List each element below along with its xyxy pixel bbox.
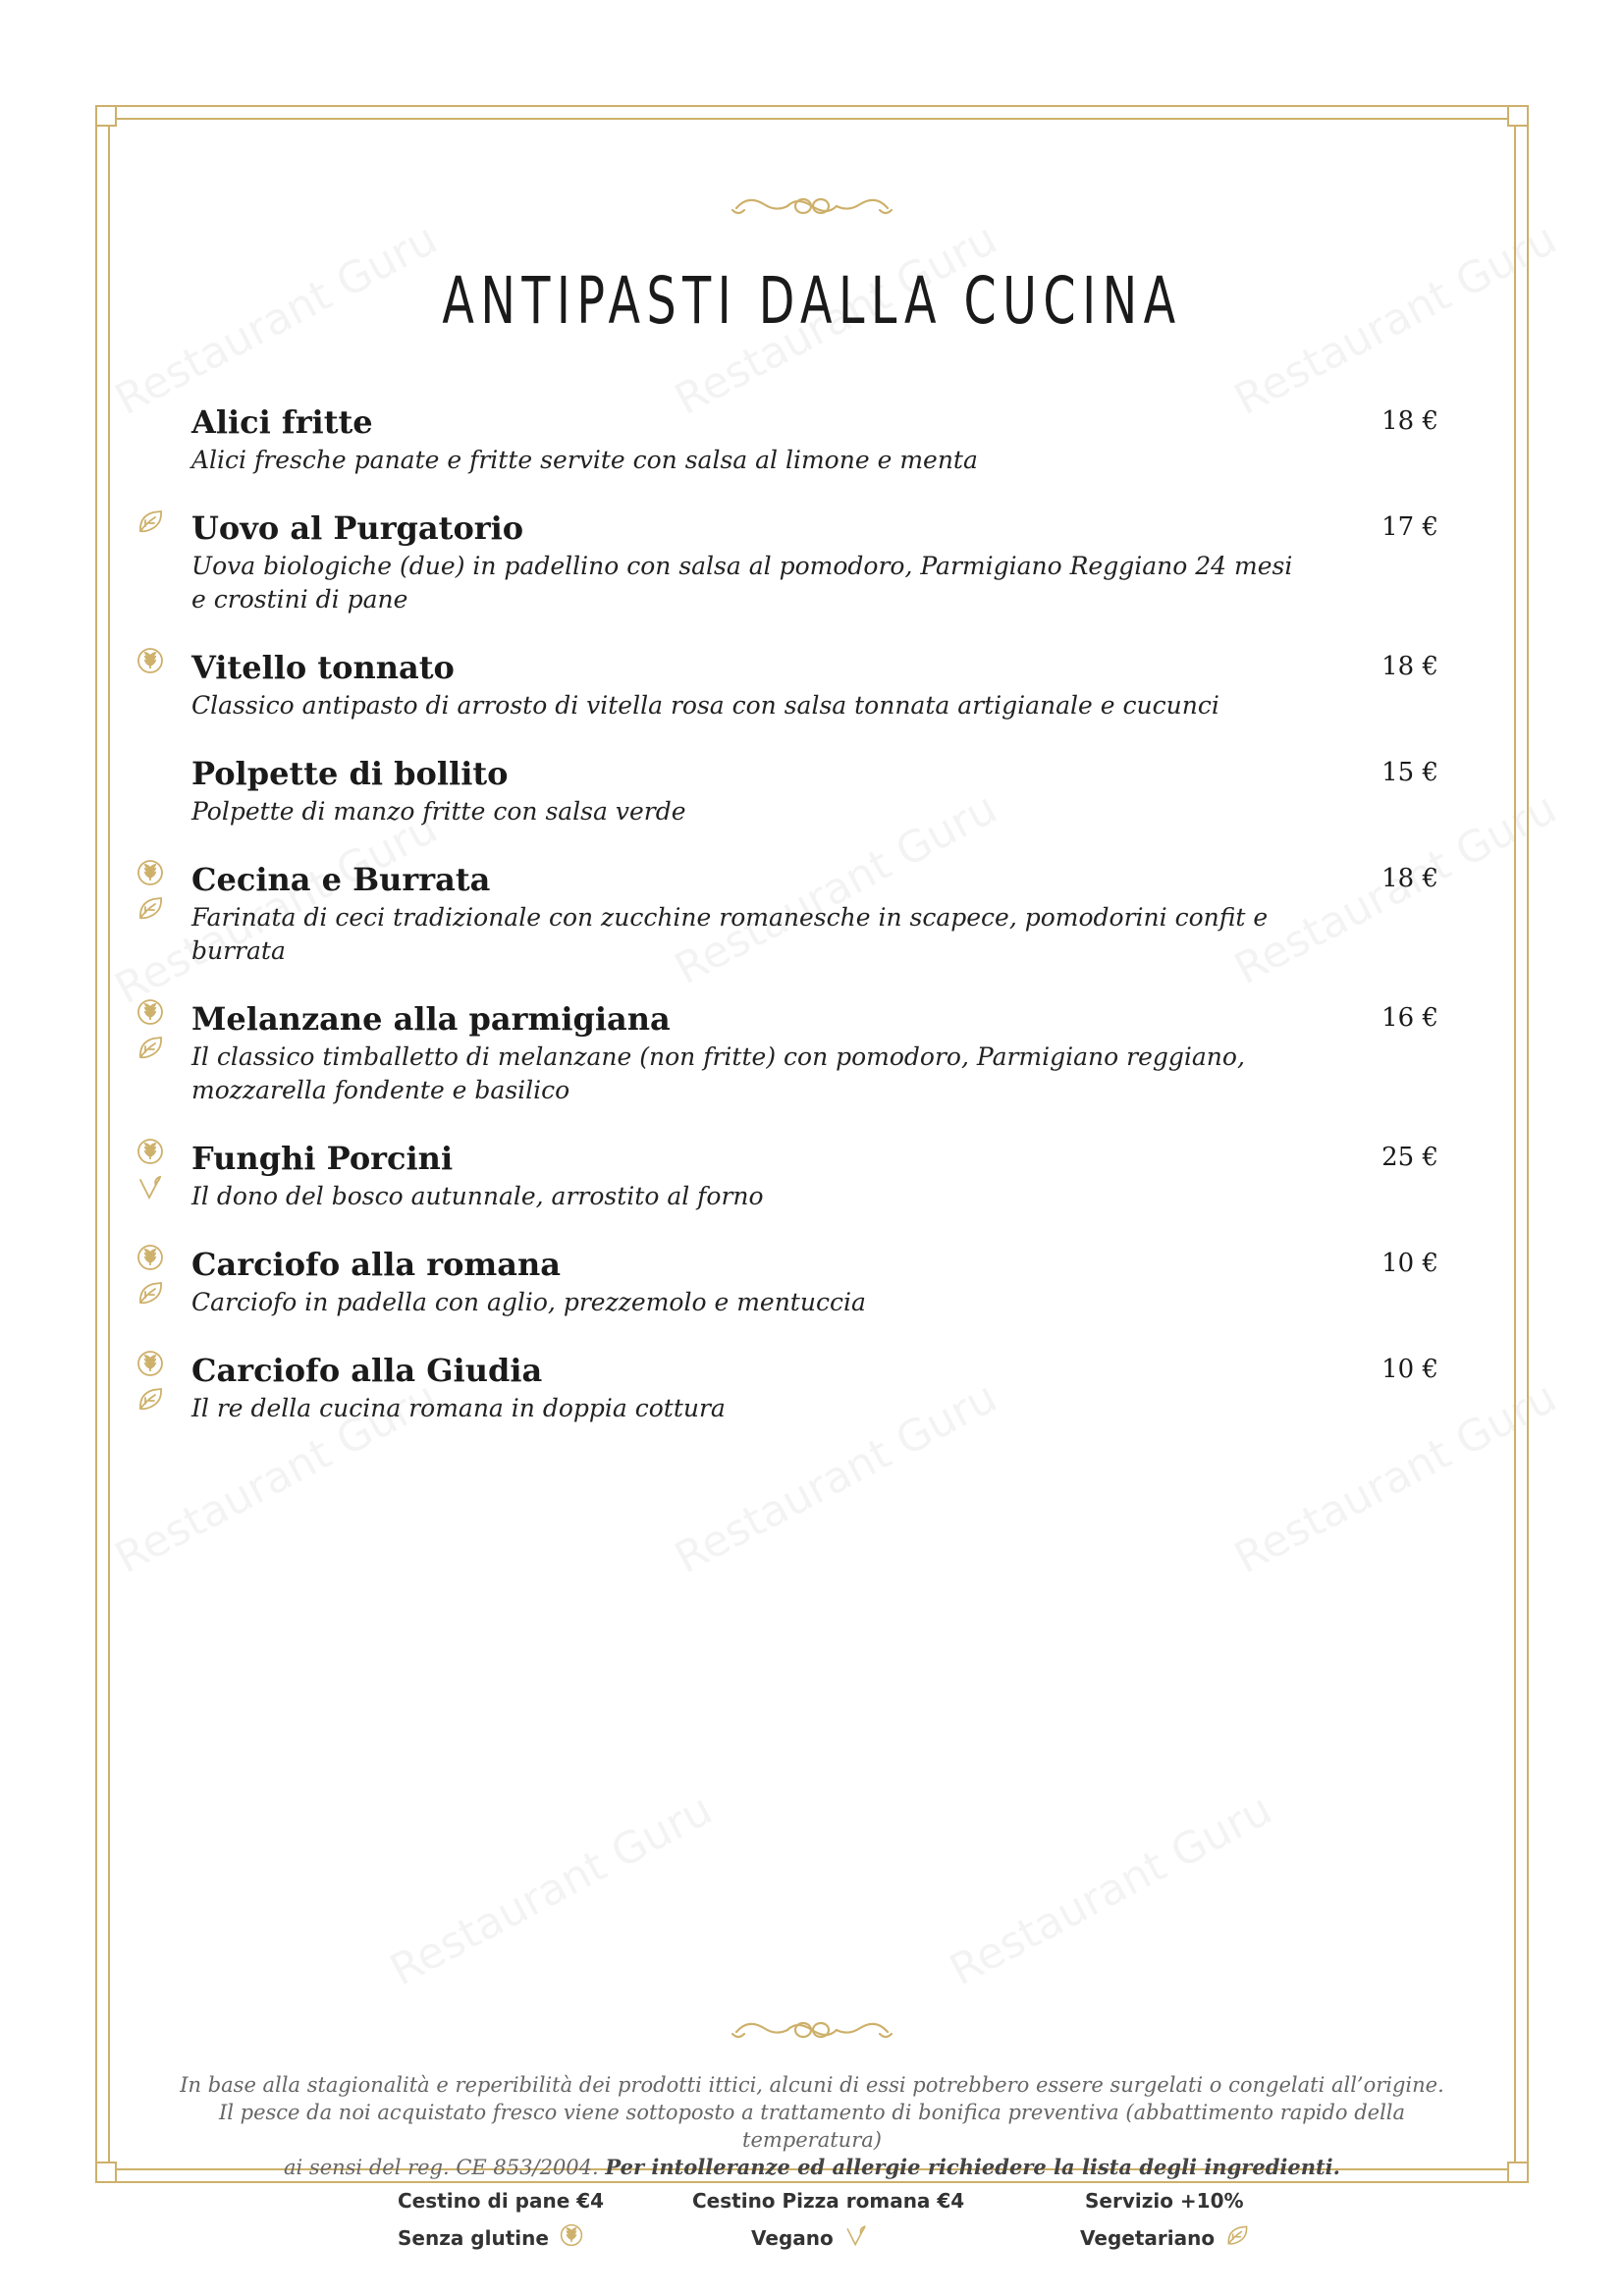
vegetarian-icon [135,893,165,923]
menu-item-name: Melanzane alla parmigiana [191,1000,671,1038]
legend-bread-label: Cestino di pane €4 [398,2189,605,2213]
menu-item-price: 18 € [1381,406,1438,436]
legend-gluten-free-label: Senza glutine [398,2225,549,2250]
menu-item-name: Funghi Porcini [191,1140,454,1177]
vegan-icon [135,1172,165,1201]
menu-item-icons [135,646,165,681]
frame-corner [1507,105,1529,127]
gluten-free-icon [135,1349,165,1378]
menu-item-description: Il re della cucina romana in doppia cottura [191,1394,726,1422]
menu-item-name: Cecina e Burrata [191,861,491,898]
menu-item [191,1349,1438,1425]
menu-item-icons [135,1243,165,1313]
gluten-free-icon [135,1137,165,1166]
footnote-line: In base alla stagionalità e reperibilità dei prodotti ittici, alcuni di essi potrebbero essere surgelati o congelati all’origine. [180,2073,1444,2097]
menu-item-price: 18 € [1381,864,1438,893]
menu-item-name: Polpette di bollito [191,755,509,792]
legend-vegan [751,2222,869,2253]
gluten-free-icon [135,646,165,675]
vegetarian-icon [135,1384,165,1414]
menu-item-name: Carciofo alla Giudia [191,1352,543,1389]
menu-item-price: 25 € [1381,1143,1438,1172]
top-ornament [729,187,895,226]
menu-item-icons [135,858,165,929]
menu-item-description: Farinata di ceci tradizionale con zucchine romanesche in scapece, pomodorini confit e burrata [191,903,1269,965]
menu-item-price: 15 € [1381,758,1438,787]
menu-item-icons [135,507,165,542]
footnote-line [147,2154,1477,2181]
menu-item-price: 10 € [1381,1249,1438,1278]
menu-item-icons [135,1137,165,1207]
frame-corner [95,105,117,127]
menu-item [191,400,1438,477]
menu-item-price: 17 € [1381,512,1438,542]
page-title: ANTIPASTI DALLA CUCINA [442,263,1182,339]
bottom-ornament [729,2010,895,2050]
menu-item-description: Uova biologiche (due) in padellino con salsa al pomodoro, Parmigiano Reggiano 24 mesi e crostini di pane [191,552,1293,614]
vegetarian-icon [135,1033,165,1062]
menu-item [191,646,1438,722]
menu-item-icons [135,1349,165,1419]
footnote-regulation: ai sensi del reg. CE 853/2004. [284,2156,599,2179]
menu-item-description: Il dono del bosco autunnale, arrostito al forno [191,1182,764,1210]
menu-item-name: Alici fritte [191,403,373,441]
menu-item-description: Alici fresche panate e fritte servite con salsa al limone e menta [191,446,978,474]
legend-pizza [692,2189,964,2213]
menu-item-price: 16 € [1381,1003,1438,1033]
legend-bread [398,2189,604,2213]
menu-item [191,1137,1438,1213]
footnote [147,2071,1477,2181]
legend-vegetarian-label: Vegetariano [1080,2225,1216,2250]
menu-item-price: 10 € [1381,1355,1438,1384]
legend-gluten-free [398,2222,584,2253]
gluten-free-icon [135,997,165,1027]
legend-pizza-label: Cestino Pizza romana €4 [692,2189,965,2213]
menu-item-description: Polpette di manzo fritte con salsa verde [191,797,686,826]
gluten-free-icon [559,2222,584,2253]
menu-item [191,858,1438,968]
menu-item [191,507,1438,616]
vegetarian-icon [135,1278,165,1308]
menu-item [191,997,1438,1107]
menu-item-name: Vitello tonnato [191,649,455,686]
menu-item-icons [135,997,165,1068]
gluten-free-icon [135,1243,165,1272]
menu-item [191,1243,1438,1319]
frame-corner [1507,2162,1529,2183]
legend-vegetarian [1080,2222,1250,2253]
menu-item-description: Il classico timballetto di melanzane (non fritte) con pomodoro, Parmigiano reggiano, mozzarella fondente e basilico [191,1042,1245,1104]
footnote-allergy-note: Per intolleranze ed allergie richiedere la lista degli ingredienti. [605,2155,1340,2179]
vegan-icon [843,2222,869,2253]
menu-item-name: Uovo al Purgatorio [191,509,524,547]
menu-item [191,752,1438,828]
footnote-line: Il pesce da noi acquistato fresco viene sottoposto a trattamento di bonifica preventiva (abbattimento rapido della temperatura) [218,2101,1406,2152]
gluten-free-icon [135,858,165,887]
menu-item-name: Carciofo alla romana [191,1246,562,1283]
vegetarian-icon [135,507,165,536]
menu-item-description: Carciofo in padella con aglio, prezzemolo e mentuccia [191,1288,866,1316]
vegetarian-icon [1224,2222,1250,2253]
menu-item-price: 18 € [1381,652,1438,681]
menu-item-description: Classico antipasto di arrosto di vitella rosa con salsa tonnata artigianale e cucunci [191,691,1219,720]
frame-corner [95,2162,117,2183]
legend-vegan-label: Vegano [751,2225,834,2250]
legend-service-label: Servizio +10% [1085,2189,1244,2213]
menu-list [191,400,1438,1455]
legend-service [1085,2189,1244,2213]
